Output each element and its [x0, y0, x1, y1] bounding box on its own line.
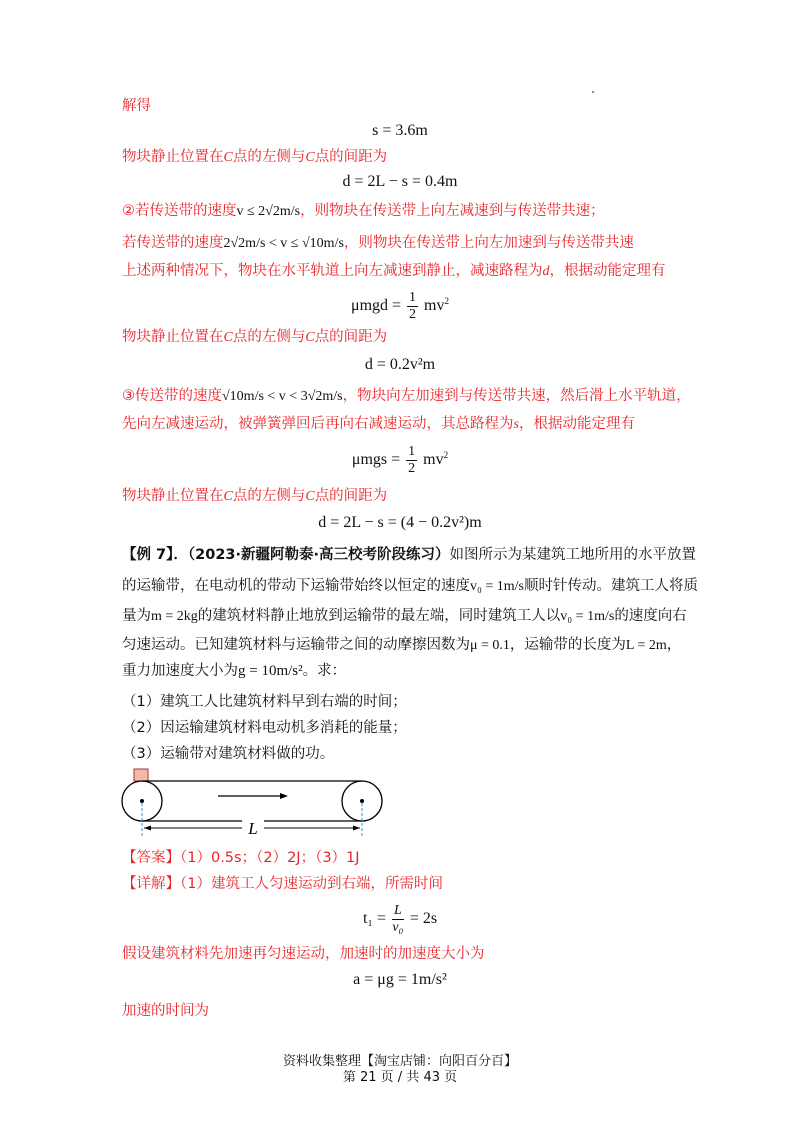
text-line: ②若传送带的速度v ≤ 2√2m/s，则物块在传送带上向左减速到与传送带共速；	[122, 203, 605, 219]
text-line: 物块静止位置在C点的左侧与C点的间距为	[122, 149, 388, 165]
material-block	[134, 769, 148, 781]
footer-source: 资料收集整理【淘宝店铺：向阳百分百】	[282, 1054, 517, 1069]
example-header: 【例 7】．（2023·新疆阿勒泰·高三校考阶段练习）如图所示为某建筑工地所用的水平放置	[122, 547, 697, 563]
equation: a = μg = 1m/s²	[353, 971, 447, 988]
text-line: 匀速运动。已知建筑材料与运输带之间的动摩擦因数为μ = 0.1，运输带的长度为L = 2m，	[122, 637, 682, 653]
text-line: ③传送带的速度√10m/s < v < 3√2m/s，物块向左加速到与传送带共速，然后滑上水平轨道，	[122, 388, 691, 404]
question-item: （3）运输带对建筑材料做的功。	[122, 746, 335, 762]
equation: μmgs = $\frac{1}{2}$ $mv^2$	[351, 444, 449, 476]
footer-page-number: 第 21 页 / 共 43 页	[342, 1070, 458, 1085]
equation: t₁ = $\frac{L}{\text{v₀}}$ = 2s	[362, 903, 438, 935]
conveyor-belt-diagram	[120, 765, 390, 840]
answer-line: 【答案】（1）0.5s；（2）2J；（3）1J	[122, 850, 360, 866]
text-line: 先向左减速运动，被弹簧弹回后再向右减速运动，其总路程为s，根据动能定理有	[122, 416, 635, 432]
question-item: （2）因运输建筑材料电动机多消耗的能量；	[122, 720, 407, 736]
equation: d = 2L − s = (4 − 0.2v²)m	[318, 514, 482, 531]
stray-dot	[592, 91, 594, 93]
text-line: 加速的时间为	[122, 1003, 209, 1019]
text-line: 物块静止位置在C点的左侧与C点的间距为	[122, 488, 388, 504]
detail-line: 【详解】（1）建筑工人匀速运动到右端，所需时间	[122, 876, 443, 892]
length-label: L	[248, 819, 258, 838]
equation: d = 0.2v²m	[364, 356, 436, 373]
text-line: 物块静止位置在C点的左侧与C点的间距为	[122, 329, 388, 345]
equation: s = 3.6m	[372, 122, 428, 139]
text-line: 的运输带，在电动机的带动下运输带始终以恒定的速度v₀ = 1m/s顺时针传动。建筑工人将质	[122, 578, 699, 594]
text-line: 量为m = 2kg的建筑材料静止地放到运输带的最左端，同时建筑工人以v₀ = 1m/s的速度向右	[122, 608, 687, 624]
equation: μmgd = $\frac{1}{2}$ $mv^2$	[351, 290, 449, 322]
text-line: 解得	[122, 98, 151, 114]
question-item: （1）建筑工人比建筑材料早到右端的时间；	[122, 694, 407, 710]
text-line: 假设建筑材料先加速再匀速运动，加速时的加速度大小为	[122, 946, 485, 962]
equation: d = 2L − s = 0.4m	[342, 173, 458, 190]
text-line: 重力加速度大小为g = 10m/s²。求：	[122, 663, 347, 679]
text-line: 上述两种情况下，物块在水平轨道上向左减速到静止，减速路程为d，根据动能定理有	[122, 263, 666, 279]
text-line: 若传送带的速度2√2m/s < v ≤ √10m/s，则物块在传送带上向左加速到与传送带共速	[122, 235, 634, 251]
